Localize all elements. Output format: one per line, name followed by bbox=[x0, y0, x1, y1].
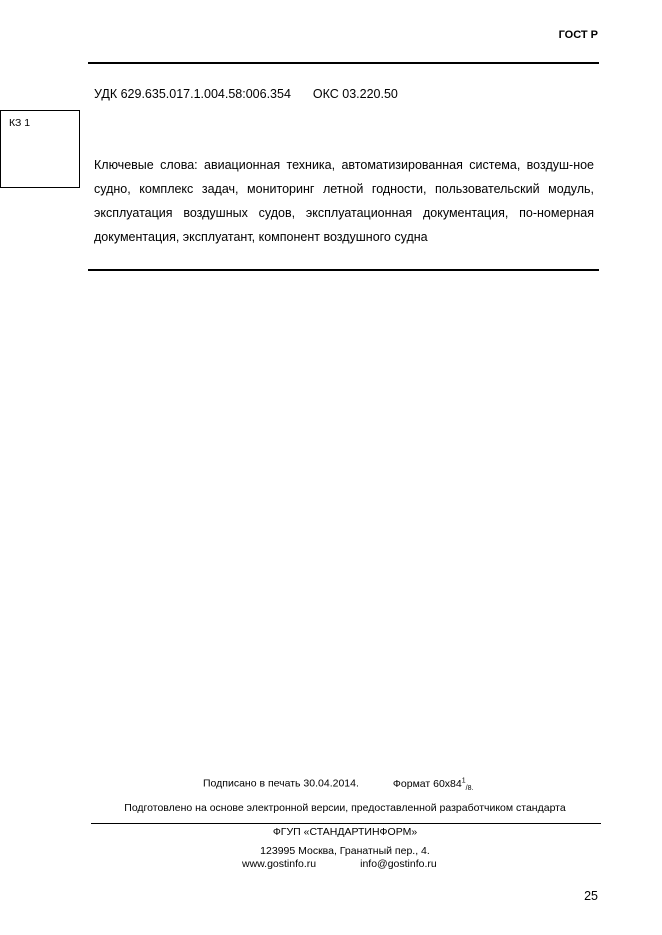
publisher-name: ФГУП «СТАНДАРТИНФОРМ» bbox=[272, 826, 418, 838]
standard-header: ГОСТ Р bbox=[558, 29, 598, 41]
paper-format-denominator: /8. bbox=[465, 784, 474, 792]
signed-date: Подписано в печать 30.04.2014. bbox=[203, 777, 359, 790]
paper-format-prefix: Формат 60x84 bbox=[392, 777, 462, 790]
publisher-address: 123995 Москва, Гранатный пер., 4. bbox=[260, 845, 430, 857]
keywords-paragraph: Ключевые слова: авиационная техника, автоматизированная система, воздуш-ное судно, комплекс задач, мониторинг летной годности, пользовательский модуль, эксплуатация воздушных судов, эксплуатационная документация, по-номерная документация, эксплуатант, компонент воздушного судна bbox=[94, 158, 594, 244]
paper-format-numerator: 1 bbox=[461, 777, 466, 784]
classification-line bbox=[94, 87, 398, 101]
paper-format bbox=[393, 778, 474, 790]
change-notice-label: КЗ 1 bbox=[9, 117, 31, 129]
imprint-signed-line bbox=[203, 777, 473, 792]
publisher-website: www.gostinfo.ru bbox=[242, 858, 317, 870]
prepared-note: Подготовлено на основе электронной версии, предоставленной разработчиком стандарта bbox=[124, 802, 566, 814]
top-rule bbox=[88, 62, 599, 64]
page-number: 25 bbox=[584, 889, 598, 903]
change-notice-box bbox=[0, 110, 80, 188]
publisher-email: info@gostinfo.ru bbox=[360, 858, 437, 870]
bottom-rule bbox=[91, 823, 601, 824]
oks-code: ОКС 03.220.50 bbox=[312, 87, 398, 101]
udk-code: УДК 629.635.017.1.004.58:006.354 bbox=[94, 87, 291, 101]
publisher-contacts bbox=[242, 858, 437, 870]
middle-rule bbox=[88, 269, 599, 271]
